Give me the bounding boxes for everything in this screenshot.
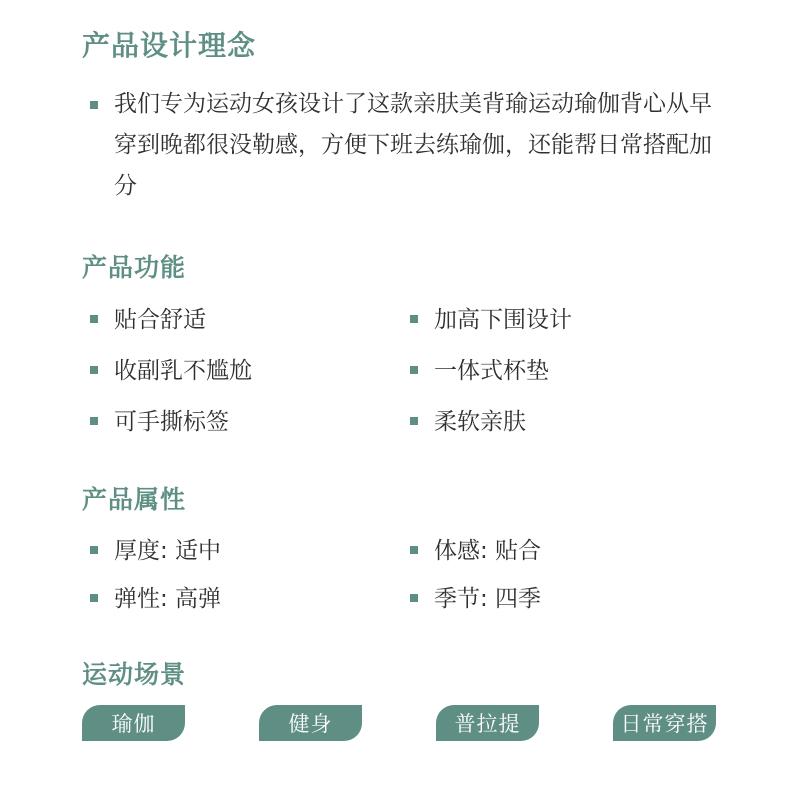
attribute-item <box>90 535 221 567</box>
bullet-square-icon <box>90 594 98 602</box>
design-description <box>90 84 730 207</box>
function-item <box>410 355 549 387</box>
attribute-item-label: 弹性: 高弹 <box>114 586 222 612</box>
function-item <box>90 304 206 336</box>
attribute-item <box>410 535 541 567</box>
function-section-title: 产品功能 <box>82 253 187 282</box>
bullet-square-icon <box>90 417 98 425</box>
function-item-label: 收副乳不尴尬 <box>114 358 252 384</box>
bullet-square-icon <box>410 546 418 554</box>
function-item-label: 柔软亲肤 <box>434 409 526 435</box>
attribute-item <box>410 583 541 615</box>
design-description-text: 我们专为运动女孩设计了这款亲肤美背瑜运动瑜伽背心从早穿到晚都很没勒感，方便下班去练瑜伽，还能帮日常搭配加分 <box>114 91 712 199</box>
function-item-label: 一体式杯垫 <box>434 358 549 384</box>
attribute-item <box>90 583 221 615</box>
bullet-square-icon <box>410 417 418 425</box>
function-item <box>410 406 526 438</box>
bullet-square-icon <box>410 594 418 602</box>
sport-tag: 日常穿搭 <box>613 705 716 741</box>
bullet-square-icon <box>410 366 418 374</box>
function-item <box>410 304 572 336</box>
attribute-item-label: 体感: 贴合 <box>434 538 542 564</box>
function-item-label: 加高下围设计 <box>434 307 572 333</box>
sport-section-title: 运动场景 <box>82 660 187 689</box>
sport-tag: 普拉提 <box>436 705 539 741</box>
sport-tag: 健身 <box>259 705 362 741</box>
sport-tag: 瑜伽 <box>82 705 185 741</box>
bullet-square-icon <box>90 101 98 109</box>
bullet-square-icon <box>410 315 418 323</box>
sport-tags <box>82 705 716 741</box>
attribute-item-label: 厚度: 适中 <box>114 538 222 564</box>
design-section-title: 产品设计理念 <box>82 29 257 62</box>
function-item-label: 贴合舒适 <box>114 307 206 333</box>
function-item-label: 可手撕标签 <box>114 409 229 435</box>
attribute-item-label: 季节: 四季 <box>434 586 542 612</box>
bullet-square-icon <box>90 546 98 554</box>
bullet-square-icon <box>90 366 98 374</box>
function-item <box>90 406 229 438</box>
function-item <box>90 355 252 387</box>
attribute-section-title: 产品属性 <box>82 485 187 514</box>
bullet-square-icon <box>90 315 98 323</box>
